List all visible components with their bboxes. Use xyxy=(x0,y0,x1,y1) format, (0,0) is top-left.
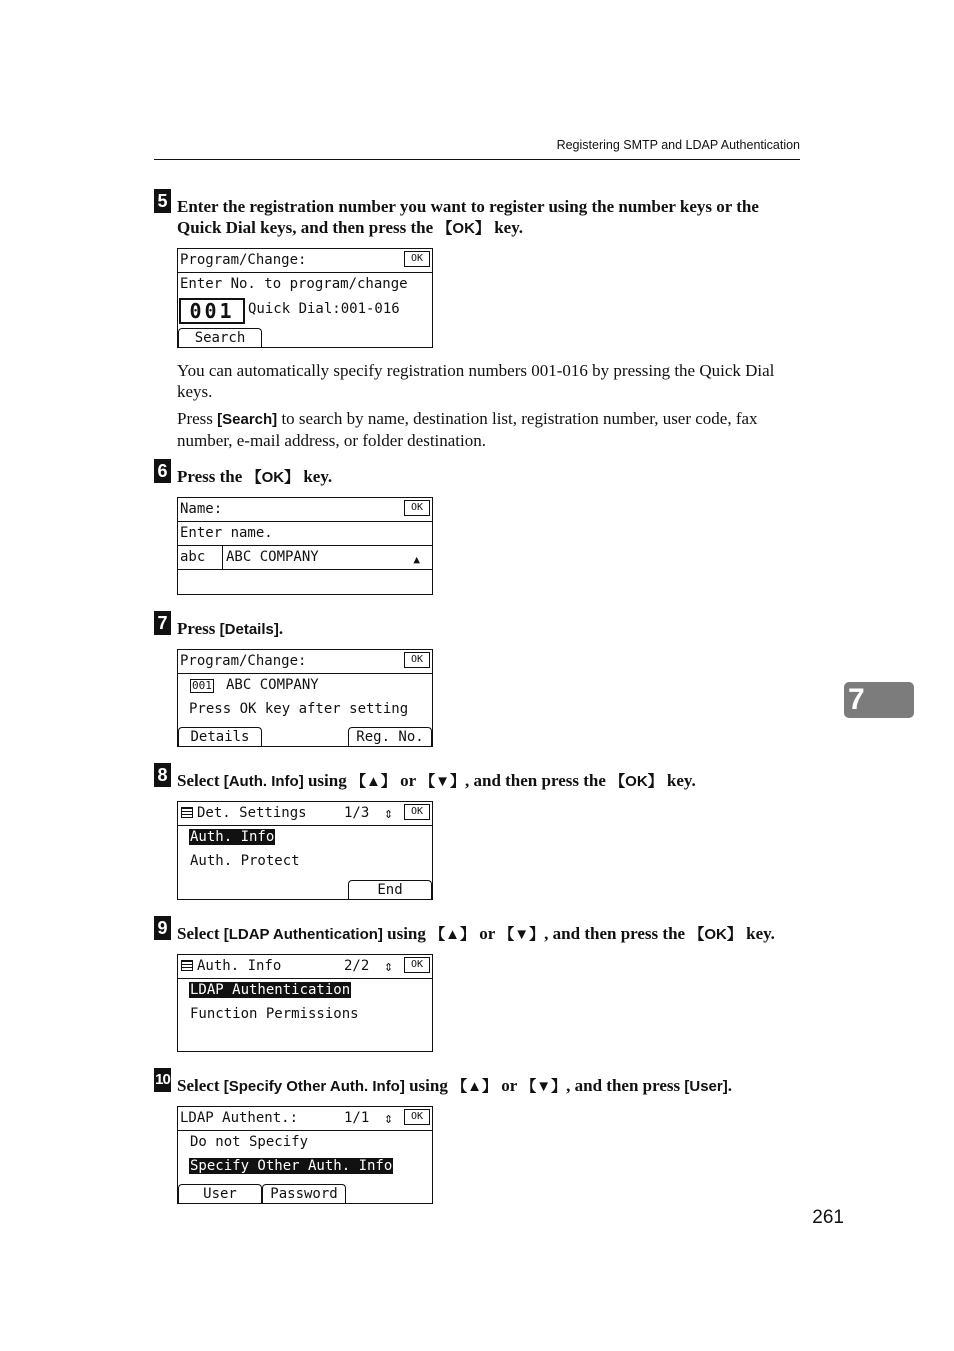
step-text-part: Select xyxy=(177,924,224,943)
running-header: Registering SMTP and LDAP Authentication xyxy=(556,138,800,152)
menu-item-specify-other-auth-info-selected[interactable]: Specify Other Auth. Info xyxy=(190,1158,393,1174)
key-label: 【OK】 xyxy=(689,926,742,943)
page-indicator: 1/1 xyxy=(344,1110,370,1126)
search-softkey[interactable]: Search xyxy=(178,328,262,347)
down-key-label: 【▼】 xyxy=(420,773,465,790)
lcd-title-row xyxy=(178,802,432,826)
lcd-title: Program/Change: xyxy=(180,653,307,669)
ok-icon: OK xyxy=(404,500,430,516)
lcd-row xyxy=(178,979,432,1003)
step-text-part: or xyxy=(496,1076,522,1095)
lcd-title-row xyxy=(178,650,432,674)
lcd-screen-det-settings xyxy=(177,801,433,900)
step-text-part: or xyxy=(395,771,421,790)
lcd-prompt: Enter name. xyxy=(180,525,273,541)
note-paragraph: You can automatically specify registration numbers 001-016 by pressing the Quick Dial keys. xyxy=(177,361,775,401)
step-text-part: Enter the registration number you want to register using the number keys or the Quick Dial keys, and then press the xyxy=(177,197,759,237)
lcd-title: Name: xyxy=(180,501,223,517)
lcd-screen-program-change xyxy=(177,248,433,348)
lcd-title: LDAP Authent.: xyxy=(180,1110,299,1126)
lcd-name-input-row xyxy=(178,546,432,570)
menu-item-do-not-specify[interactable]: Do not Specify xyxy=(190,1134,309,1150)
lcd-row xyxy=(178,850,432,874)
ok-icon: OK xyxy=(404,804,430,820)
step-text-part: key. xyxy=(489,218,523,237)
lcd-row xyxy=(178,1131,432,1155)
entry-name: ABC COMPANY xyxy=(226,677,319,693)
key-label: [Specify Other Auth. Info] xyxy=(223,1078,405,1095)
lcd-title: Program/Change: xyxy=(180,252,307,268)
step-text-part: using xyxy=(404,1076,453,1095)
step-7-instruction xyxy=(177,618,801,640)
step-text-part: . xyxy=(727,1076,732,1095)
note-text: to search by name, destination list, registration number, user code, fax number, e-mail address, or folder destination. xyxy=(177,409,758,450)
lcd-row xyxy=(178,674,432,698)
step-number-7: 7 xyxy=(154,611,171,635)
menu-item-function-permissions[interactable]: Function Permissions xyxy=(190,1006,359,1022)
step-number-6: 6 xyxy=(154,459,171,483)
step-text-part: using xyxy=(303,771,351,790)
step-text-part: Press the xyxy=(177,467,247,486)
step-text-part: , and then press xyxy=(566,1076,685,1095)
lcd-title: Auth. Info xyxy=(197,958,282,974)
ok-icon: OK xyxy=(404,251,430,267)
page-indicator: 2/2 xyxy=(344,958,370,974)
key-label: [Details] xyxy=(219,621,279,638)
step-number-8: 8 xyxy=(154,763,171,787)
password-softkey[interactable]: Password xyxy=(262,1184,346,1203)
lcd-screen-program-change-details xyxy=(177,649,433,747)
lcd-title-row xyxy=(178,498,432,522)
up-key-label: 【▲】 xyxy=(452,1078,497,1095)
header-rule xyxy=(154,159,800,160)
reg-number-badge: 001 xyxy=(192,679,212,692)
key-label: [User] xyxy=(684,1078,728,1095)
lcd-screen-name-entry xyxy=(177,497,433,595)
key-label: 【OK】 xyxy=(246,469,300,486)
step-10-instruction xyxy=(177,1075,801,1097)
step-5-instruction xyxy=(177,196,801,239)
key-label: [LDAP Authentication] xyxy=(223,926,383,943)
note-text: Press xyxy=(177,409,218,428)
cursor-up-icon: ▲ xyxy=(413,553,420,566)
menu-item-auth-info-selected[interactable]: Auth. Info xyxy=(190,829,275,845)
lcd-row xyxy=(178,273,432,297)
lcd-screen-ldap-authent xyxy=(177,1106,433,1204)
step-text-part: Select xyxy=(177,771,224,790)
note-paragraph xyxy=(177,408,801,451)
lcd-row xyxy=(178,1155,432,1179)
lcd-title: Det. Settings xyxy=(197,805,307,821)
lcd-row xyxy=(178,698,432,722)
step-text-part: using xyxy=(382,924,431,943)
user-softkey[interactable]: User xyxy=(178,1184,262,1203)
quick-dial-range: Quick Dial:001-016 xyxy=(248,301,400,317)
step-text-part: Press xyxy=(177,619,220,638)
lcd-instruction: Press OK key after setting xyxy=(189,701,409,717)
ok-icon: OK xyxy=(404,652,430,668)
step-text-part: or xyxy=(475,924,500,943)
menu-list-icon xyxy=(181,807,193,818)
ok-icon: OK xyxy=(404,1109,430,1125)
step-9-instruction xyxy=(177,923,801,945)
end-softkey[interactable]: End xyxy=(348,880,432,899)
lcd-title-row xyxy=(178,1107,432,1131)
input-mode-indicator: abc xyxy=(178,546,223,569)
step-text-part: , and then press the xyxy=(544,924,690,943)
down-key-label: 【▼】 xyxy=(521,1078,567,1095)
lcd-row xyxy=(178,826,432,850)
up-down-icon: ⇕ xyxy=(384,957,394,975)
step-number-9: 9 xyxy=(154,916,171,940)
lcd-title-row xyxy=(178,955,432,979)
menu-item-ldap-authentication-selected[interactable]: LDAP Authentication xyxy=(190,982,351,998)
step-text-part: Select xyxy=(177,1076,224,1095)
ok-icon: OK xyxy=(404,957,430,973)
step-text-part: , and then press the xyxy=(464,771,611,790)
lcd-screen-auth-info xyxy=(177,954,433,1052)
up-down-icon: ⇕ xyxy=(384,1109,394,1127)
key-label: 【OK】 xyxy=(437,220,490,237)
key-label: [Search] xyxy=(217,411,278,428)
up-down-icon: ⇕ xyxy=(384,804,394,822)
step-6-instruction xyxy=(177,466,801,488)
up-key-label: 【▲】 xyxy=(430,926,476,943)
lcd-row xyxy=(178,522,432,546)
registration-number-field[interactable]: 001 xyxy=(179,298,245,324)
step-text-part: key. xyxy=(662,771,696,790)
step-text-part: key. xyxy=(741,924,775,943)
page-number: 261 xyxy=(812,1207,844,1228)
menu-list-icon xyxy=(181,960,193,971)
name-input-field[interactable]: ABC COMPANY xyxy=(226,549,319,565)
key-label: 【OK】 xyxy=(610,773,663,790)
lcd-row xyxy=(178,1003,432,1027)
step-number-5: 5 xyxy=(154,189,171,213)
step-text-part: key. xyxy=(299,467,333,486)
up-key-label: 【▲】 xyxy=(350,773,396,790)
key-label: [Auth. Info] xyxy=(223,773,304,790)
page-indicator: 1/3 xyxy=(344,805,370,821)
lcd-row xyxy=(178,297,432,323)
lcd-prompt: Enter No. to program/change xyxy=(180,276,408,292)
step-8-instruction xyxy=(177,770,801,792)
menu-item-auth-protect[interactable]: Auth. Protect xyxy=(190,853,300,869)
step-text-part: . xyxy=(278,619,284,638)
lcd-title-row xyxy=(178,249,432,273)
details-softkey[interactable]: Details xyxy=(178,727,262,746)
reg-no-softkey[interactable]: Reg. No. xyxy=(348,727,432,746)
down-key-label: 【▼】 xyxy=(499,926,545,943)
chapter-tab: 7 xyxy=(844,682,914,718)
step-number-10: 10 xyxy=(154,1068,171,1092)
